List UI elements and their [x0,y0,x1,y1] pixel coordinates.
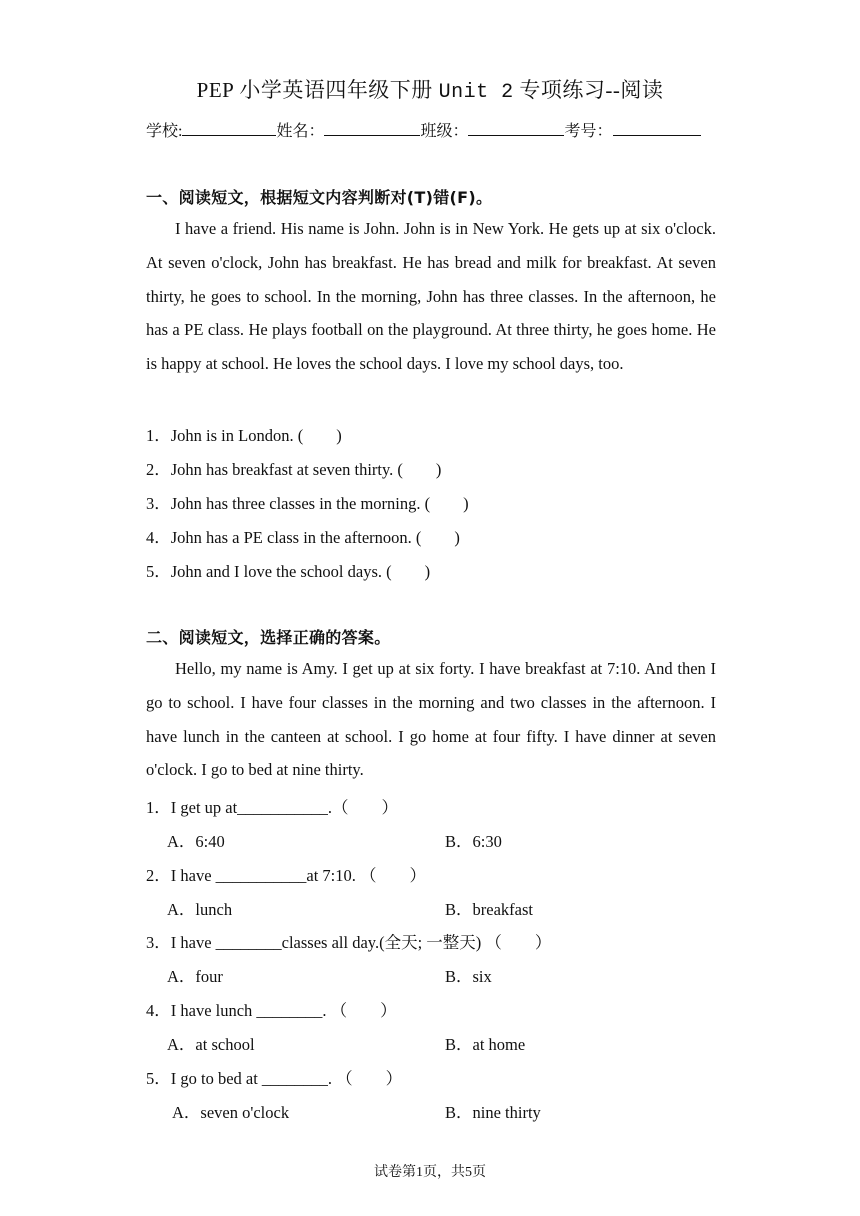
name-label: 姓名： [276,123,325,140]
page-title [0,74,860,104]
section1-heading: 一、阅读短文，根据短文内容判断对(T)错(F)。 [146,188,493,207]
section2-q5-option-b: B．nine thirty [445,1103,541,1122]
section2-q1-option-b: B．6:30 [445,832,502,851]
section2-q2-option-b: B．breakfast [445,900,533,919]
section1-question-3: 3．John has three classes in the morning. ( ) [146,494,469,513]
student-info-line [146,118,701,141]
section1-question-5: 5．John and I love the school days. ( ) [146,562,431,581]
section2-question-2: 2．I have ___________at 7:10. （ ） [146,866,427,885]
section2-q1-option-a: A．6:40 [167,832,225,851]
section1-question-1: 1．John is in London. ( ) [146,426,342,445]
school-blank[interactable] [182,121,276,136]
section2-question-4: 4．I have lunch ________. （ ） [146,1001,397,1020]
section2-q5-option-a: A．seven o'clock [172,1103,290,1122]
section2-question-5: 5．I go to bed at ________. （ ） [146,1069,403,1088]
section1-question-2: 2．John has breakfast at seven thirty. ( ) [146,460,442,479]
section2-q3-option-a: A．four [167,967,223,986]
class-label: 班级： [420,123,469,140]
section2-q2-option-a: A．lunch [167,900,233,919]
title-suffix: 专项练习--阅读 [513,78,664,102]
title-prefix: PEP 小学英语四年级下册 [196,78,439,102]
section2-q4-option-b: B．at home [445,1035,526,1054]
class-blank[interactable] [468,121,564,136]
section2-heading: 二、阅读短文，选择正确的答案。 [146,628,391,647]
number-blank[interactable] [613,121,701,136]
section1-question-4: 4．John has a PE class in the afternoon. ( ) [146,528,460,547]
school-label: 学校: [146,123,183,140]
section2-q3-option-b: B．six [445,967,492,986]
title-unit: Unit 2 [438,81,514,104]
name-blank[interactable] [324,121,420,136]
number-label: 考号： [564,123,613,140]
section1-passage: I have a friend. His name is John. John is in New York. He gets up at six o'clock. At seven o'clock, John has breakfast. He has bread and milk for breakfast. At seven thirty, he goes to school. In the morning, John has three classes. In the afternoon, he has a PE class. He plays football on the playground. At three thirty, he goes home. He is happy at school. He loves the school days. I love my school days, too. [146,219,716,374]
section2-question-3: 3．I have ________classes all day.(全天; 一整天) （ ） [146,933,552,952]
section2-q4-option-a: A．at school [167,1035,255,1054]
page-footer: 试卷第1页，共5页 [374,1165,486,1180]
section2-question-1: 1．I get up at___________.（ ） [146,798,399,817]
section2-passage: Hello, my name is Amy. I get up at six forty. I have breakfast at 7:10. And then I go to school. I have four classes in the morning and two classes in the afternoon. I have lunch in the canteen at school. I go home at four fifty. I have dinner at seven o'clock. I go to bed at nine thirty. [146,659,716,780]
